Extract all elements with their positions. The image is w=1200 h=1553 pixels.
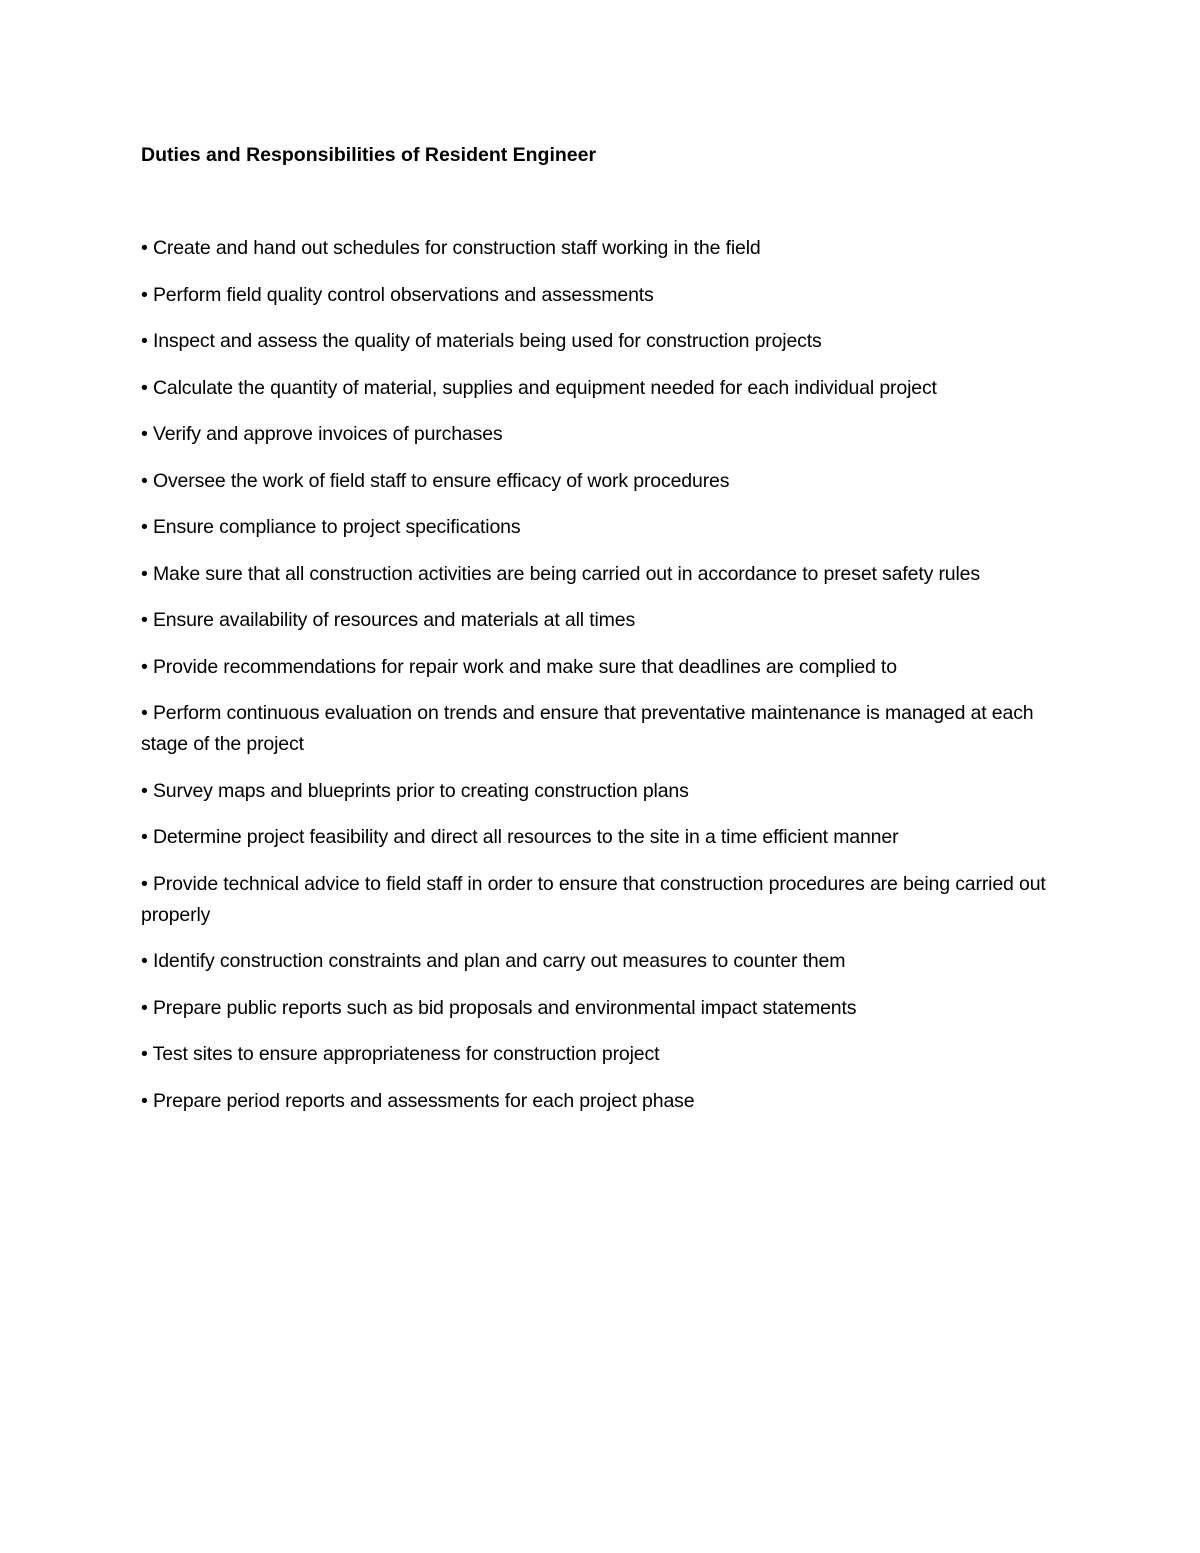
list-item: • Provide recommendations for repair work and make sure that deadlines are complied to (141, 655, 897, 678)
list-item: • Perform continuous evaluation on trends and ensure that preventative maintenance is managed at each stage of the project (141, 702, 1034, 755)
list-item: • Ensure availability of resources and materials at all times (141, 609, 636, 631)
document-title: Duties and Responsibilities of Resident Engineer (141, 144, 597, 166)
list-item: • Test sites to ensure appropriateness for construction project (141, 1043, 660, 1065)
responsibilities-list (141, 233, 1066, 1117)
list-item: • Ensure compliance to project specifications (141, 516, 521, 538)
list-item: • Create and hand out schedules for construction staff working in the field (141, 237, 761, 259)
list-item: • Identify construction constraints and plan and carry out measures to counter them (141, 950, 846, 972)
list-item: • Provide technical advice to field staff in order to ensure that construction procedures are being carried out properly (141, 872, 1046, 926)
list-item: • Calculate the quantity of material, supplies and equipment needed for each individual project (141, 376, 937, 399)
list-item: • Verify and approve invoices of purchases (141, 423, 503, 445)
list-item: • Determine project feasibility and direct all resources to the site in a time efficient manner (141, 826, 899, 848)
list-item: • Survey maps and blueprints prior to creating construction plans (141, 779, 689, 802)
list-item: • Inspect and assess the quality of materials being used for construction projects (141, 330, 822, 352)
list-item: • Prepare public reports such as bid proposals and environmental impact statements (141, 996, 857, 1019)
list-item: • Perform field quality control observations and assessments (141, 283, 654, 306)
list-item: • Oversee the work of field staff to ensure efficacy of work procedures (141, 469, 730, 492)
document-content (141, 140, 1066, 1132)
list-item: • Prepare period reports and assessments for each project phase (141, 1089, 695, 1112)
list-item: • Make sure that all construction activities are being carried out in accordance to preset safety rules (141, 562, 980, 585)
